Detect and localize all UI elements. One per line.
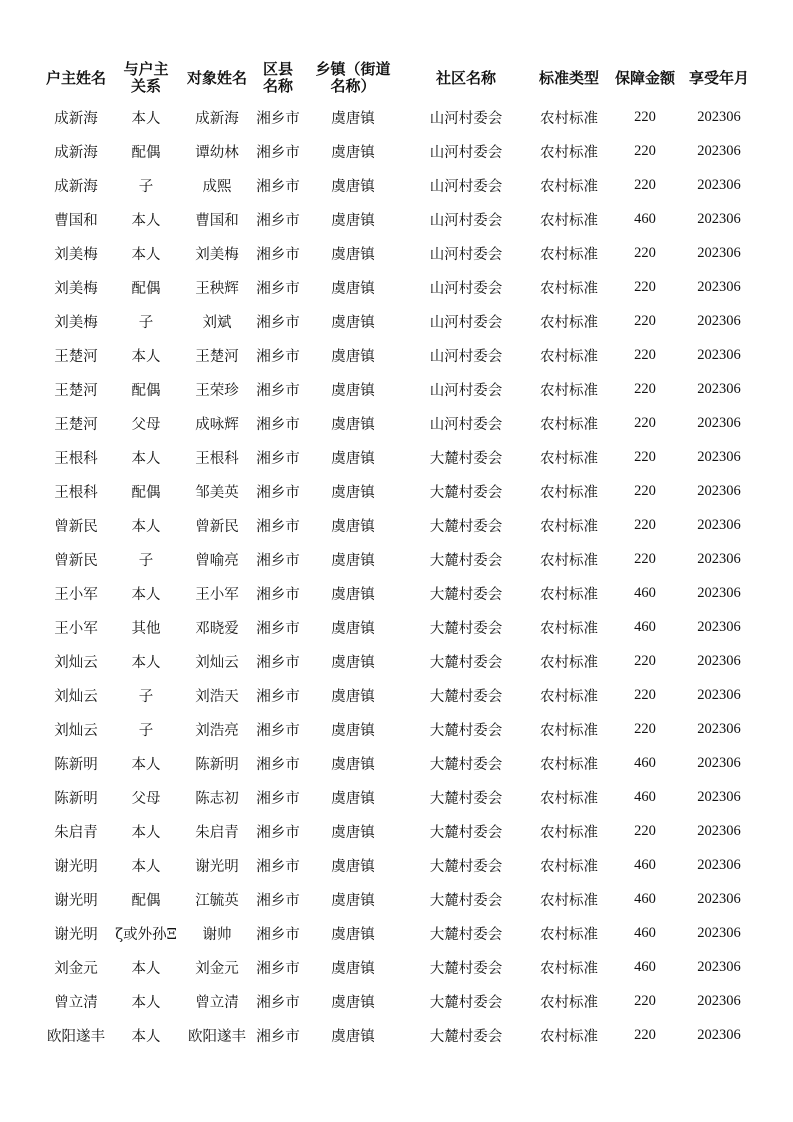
household-head-cell: 朱启青 xyxy=(54,824,98,841)
township-cell: 虞唐镇 xyxy=(331,1028,375,1045)
township-cell: 虞唐镇 xyxy=(331,450,375,467)
table-row xyxy=(38,916,760,950)
relation-cell: 配偶 xyxy=(131,382,161,399)
township-cell: 虞唐镇 xyxy=(331,722,375,739)
household-head-cell: 成新海 xyxy=(54,178,98,195)
period-cell: 202306 xyxy=(697,176,741,193)
beneficiary-name-cell: 刘浩亮 xyxy=(195,722,239,739)
community-cell: 大麓村委会 xyxy=(429,484,503,501)
county-cell: 湘乡市 xyxy=(256,824,300,841)
standard-type-cell: 农村标准 xyxy=(540,654,598,671)
amount-cell: 220 xyxy=(634,142,656,159)
table-row xyxy=(38,100,760,134)
relation-cell: ζ或外孙Ξ xyxy=(115,926,177,943)
county-cell: 湘乡市 xyxy=(256,722,300,739)
county-cell: 湘乡市 xyxy=(256,586,300,603)
standard-type-cell: 农村标准 xyxy=(540,1028,598,1045)
amount-cell: 220 xyxy=(634,278,656,295)
household-head-cell: 王根科 xyxy=(54,450,98,467)
community-cell: 山河村委会 xyxy=(429,382,503,399)
column-header-household-head: 户主姓名 xyxy=(45,68,106,87)
household-head-cell: 刘美梅 xyxy=(54,246,98,263)
relation-cell: 本人 xyxy=(131,518,161,535)
amount-cell: 460 xyxy=(634,890,656,907)
relation-cell: 本人 xyxy=(131,858,161,875)
community-cell: 山河村委会 xyxy=(429,314,503,331)
relation-cell: 本人 xyxy=(131,824,161,841)
table-row xyxy=(38,508,760,542)
household-head-cell: 刘灿云 xyxy=(54,722,98,739)
household-head-cell: 王小军 xyxy=(54,586,98,603)
household-head-cell: 成新海 xyxy=(54,110,98,127)
community-cell: 大麓村委会 xyxy=(429,450,503,467)
beneficiary-name-cell: 刘灿云 xyxy=(195,654,239,671)
beneficiary-name-cell: 曾立清 xyxy=(195,994,239,1011)
amount-cell: 460 xyxy=(634,754,656,771)
amount-cell: 220 xyxy=(634,108,656,125)
period-cell: 202306 xyxy=(697,890,741,907)
community-cell: 大麓村委会 xyxy=(429,824,503,841)
community-cell: 大麓村委会 xyxy=(429,722,503,739)
county-cell: 湘乡市 xyxy=(256,892,300,909)
county-cell: 湘乡市 xyxy=(256,382,300,399)
standard-type-cell: 农村标准 xyxy=(540,824,598,841)
relation-cell: 本人 xyxy=(131,246,161,263)
subsidy-roster-table xyxy=(38,56,760,1052)
table-row xyxy=(38,848,760,882)
period-cell: 202306 xyxy=(697,788,741,805)
amount-cell: 460 xyxy=(634,958,656,975)
beneficiary-name-cell: 谢帅 xyxy=(202,926,232,943)
community-cell: 大麓村委会 xyxy=(429,654,503,671)
county-cell: 湘乡市 xyxy=(256,688,300,705)
amount-cell: 220 xyxy=(634,176,656,193)
relation-cell: 子 xyxy=(138,688,154,705)
relation-cell: 配偶 xyxy=(131,484,161,501)
period-cell: 202306 xyxy=(697,142,741,159)
beneficiary-name-cell: 王荣珍 xyxy=(195,382,239,399)
table-row xyxy=(38,440,760,474)
community-cell: 山河村委会 xyxy=(429,110,503,127)
relation-cell: 本人 xyxy=(131,110,161,127)
relation-cell: 父母 xyxy=(131,790,161,807)
household-head-cell: 刘灿云 xyxy=(54,654,98,671)
county-cell: 湘乡市 xyxy=(256,858,300,875)
standard-type-cell: 农村标准 xyxy=(540,892,598,909)
beneficiary-name-cell: 王楚河 xyxy=(195,348,239,365)
amount-cell: 220 xyxy=(634,1026,656,1043)
standard-type-cell: 农村标准 xyxy=(540,926,598,943)
period-cell: 202306 xyxy=(697,312,741,329)
period-cell: 202306 xyxy=(697,686,741,703)
amount-cell: 220 xyxy=(634,822,656,839)
county-cell: 湘乡市 xyxy=(256,110,300,127)
community-cell: 大麓村委会 xyxy=(429,926,503,943)
amount-cell: 220 xyxy=(634,448,656,465)
community-cell: 大麓村委会 xyxy=(429,586,503,603)
township-cell: 虞唐镇 xyxy=(331,348,375,365)
township-cell: 虞唐镇 xyxy=(331,654,375,671)
amount-cell: 460 xyxy=(634,924,656,941)
community-cell: 山河村委会 xyxy=(429,348,503,365)
township-cell: 虞唐镇 xyxy=(331,144,375,161)
household-head-cell: 刘美梅 xyxy=(54,280,98,297)
table-row xyxy=(38,338,760,372)
beneficiary-name-cell: 谭幼林 xyxy=(195,144,239,161)
household-head-cell: 王楚河 xyxy=(54,416,98,433)
period-cell: 202306 xyxy=(697,584,741,601)
standard-type-cell: 农村标准 xyxy=(540,450,598,467)
period-cell: 202306 xyxy=(697,754,741,771)
household-head-cell: 谢光明 xyxy=(54,926,98,943)
household-head-cell: 曾新民 xyxy=(54,552,98,569)
period-cell: 202306 xyxy=(697,958,741,975)
period-cell: 202306 xyxy=(697,924,741,941)
period-cell: 202306 xyxy=(697,210,741,227)
standard-type-cell: 农村标准 xyxy=(540,178,598,195)
relation-cell: 本人 xyxy=(131,586,161,603)
table-body xyxy=(38,100,760,1052)
table-row xyxy=(38,474,760,508)
standard-type-cell: 农村标准 xyxy=(540,348,598,365)
standard-type-cell: 农村标准 xyxy=(540,280,598,297)
county-cell: 湘乡市 xyxy=(256,518,300,535)
table-row xyxy=(38,814,760,848)
amount-cell: 460 xyxy=(634,856,656,873)
community-cell: 大麓村委会 xyxy=(429,994,503,1011)
period-cell: 202306 xyxy=(697,346,741,363)
community-cell: 大麓村委会 xyxy=(429,858,503,875)
amount-cell: 220 xyxy=(634,346,656,363)
amount-cell: 220 xyxy=(634,244,656,261)
relation-cell: 本人 xyxy=(131,450,161,467)
column-header-county: 区县 名称 xyxy=(262,60,293,95)
township-cell: 虞唐镇 xyxy=(331,484,375,501)
period-cell: 202306 xyxy=(697,856,741,873)
relation-cell: 配偶 xyxy=(131,892,161,909)
standard-type-cell: 农村标准 xyxy=(540,586,598,603)
table-row xyxy=(38,610,760,644)
standard-type-cell: 农村标准 xyxy=(540,110,598,127)
column-header-standard-type: 标准类型 xyxy=(538,68,599,87)
column-header-beneficiary-name: 对象姓名 xyxy=(186,68,247,87)
table-row xyxy=(38,134,760,168)
standard-type-cell: 农村标准 xyxy=(540,756,598,773)
county-cell: 湘乡市 xyxy=(256,212,300,229)
standard-type-cell: 农村标准 xyxy=(540,960,598,977)
beneficiary-name-cell: 朱启青 xyxy=(195,824,239,841)
amount-cell: 220 xyxy=(634,516,656,533)
standard-type-cell: 农村标准 xyxy=(540,382,598,399)
household-head-cell: 谢光明 xyxy=(54,892,98,909)
household-head-cell: 曾新民 xyxy=(54,518,98,535)
household-head-cell: 王楚河 xyxy=(54,348,98,365)
table-row xyxy=(38,270,760,304)
community-cell: 大麓村委会 xyxy=(429,790,503,807)
table-row xyxy=(38,1018,760,1052)
amount-cell: 220 xyxy=(634,482,656,499)
township-cell: 虞唐镇 xyxy=(331,824,375,841)
relation-cell: 本人 xyxy=(131,348,161,365)
standard-type-cell: 农村标准 xyxy=(540,246,598,263)
county-cell: 湘乡市 xyxy=(256,348,300,365)
county-cell: 湘乡市 xyxy=(256,654,300,671)
township-cell: 虞唐镇 xyxy=(331,416,375,433)
county-cell: 湘乡市 xyxy=(256,314,300,331)
amount-cell: 220 xyxy=(634,380,656,397)
beneficiary-name-cell: 陈志初 xyxy=(195,790,239,807)
household-head-cell: 王根科 xyxy=(54,484,98,501)
relation-cell: 本人 xyxy=(131,1028,161,1045)
community-cell: 大麓村委会 xyxy=(429,756,503,773)
community-cell: 山河村委会 xyxy=(429,178,503,195)
column-header-amount: 保障金额 xyxy=(614,68,675,87)
county-cell: 湘乡市 xyxy=(256,756,300,773)
township-cell: 虞唐镇 xyxy=(331,926,375,943)
household-head-cell: 陈新明 xyxy=(54,790,98,807)
beneficiary-name-cell: 欧阳遂丰 xyxy=(188,1028,246,1045)
relation-cell: 本人 xyxy=(131,654,161,671)
county-cell: 湘乡市 xyxy=(256,1028,300,1045)
table-row xyxy=(38,406,760,440)
period-cell: 202306 xyxy=(697,822,741,839)
table-row xyxy=(38,984,760,1018)
community-cell: 大麓村委会 xyxy=(429,688,503,705)
county-cell: 湘乡市 xyxy=(256,144,300,161)
amount-cell: 220 xyxy=(634,414,656,431)
relation-cell: 其他 xyxy=(131,620,161,637)
standard-type-cell: 农村标准 xyxy=(540,620,598,637)
amount-cell: 220 xyxy=(634,992,656,1009)
period-cell: 202306 xyxy=(697,414,741,431)
column-header-relation: 与户主 关系 xyxy=(123,60,169,95)
table-row xyxy=(38,576,760,610)
table-row xyxy=(38,780,760,814)
household-head-cell: 王小军 xyxy=(54,620,98,637)
county-cell: 湘乡市 xyxy=(256,484,300,501)
township-cell: 虞唐镇 xyxy=(331,790,375,807)
period-cell: 202306 xyxy=(697,516,741,533)
amount-cell: 460 xyxy=(634,210,656,227)
period-cell: 202306 xyxy=(697,278,741,295)
community-cell: 大麓村委会 xyxy=(429,960,503,977)
standard-type-cell: 农村标准 xyxy=(540,722,598,739)
column-header-period: 享受年月 xyxy=(688,68,749,87)
household-head-cell: 曾立清 xyxy=(54,994,98,1011)
county-cell: 湘乡市 xyxy=(256,926,300,943)
beneficiary-name-cell: 王秧辉 xyxy=(195,280,239,297)
township-cell: 虞唐镇 xyxy=(331,586,375,603)
standard-type-cell: 农村标准 xyxy=(540,144,598,161)
relation-cell: 子 xyxy=(138,722,154,739)
relation-cell: 父母 xyxy=(131,416,161,433)
community-cell: 大麓村委会 xyxy=(429,620,503,637)
table-row xyxy=(38,202,760,236)
beneficiary-name-cell: 刘浩天 xyxy=(195,688,239,705)
relation-cell: 子 xyxy=(138,178,154,195)
township-cell: 虞唐镇 xyxy=(331,892,375,909)
standard-type-cell: 农村标准 xyxy=(540,212,598,229)
table-row xyxy=(38,372,760,406)
community-cell: 山河村委会 xyxy=(429,212,503,229)
period-cell: 202306 xyxy=(697,992,741,1009)
community-cell: 大麓村委会 xyxy=(429,518,503,535)
beneficiary-name-cell: 成新海 xyxy=(195,110,239,127)
county-cell: 湘乡市 xyxy=(256,620,300,637)
table-row xyxy=(38,168,760,202)
township-cell: 虞唐镇 xyxy=(331,110,375,127)
county-cell: 湘乡市 xyxy=(256,994,300,1011)
period-cell: 202306 xyxy=(697,1026,741,1043)
community-cell: 山河村委会 xyxy=(429,416,503,433)
header-row xyxy=(38,56,760,100)
standard-type-cell: 农村标准 xyxy=(540,858,598,875)
township-cell: 虞唐镇 xyxy=(331,280,375,297)
township-cell: 虞唐镇 xyxy=(331,960,375,977)
community-cell: 山河村委会 xyxy=(429,246,503,263)
beneficiary-name-cell: 曹国和 xyxy=(195,212,239,229)
relation-cell: 子 xyxy=(138,552,154,569)
county-cell: 湘乡市 xyxy=(256,450,300,467)
township-cell: 虞唐镇 xyxy=(331,212,375,229)
standard-type-cell: 农村标准 xyxy=(540,994,598,1011)
standard-type-cell: 农村标准 xyxy=(540,790,598,807)
table-row xyxy=(38,644,760,678)
township-cell: 虞唐镇 xyxy=(331,246,375,263)
standard-type-cell: 农村标准 xyxy=(540,314,598,331)
table-row xyxy=(38,746,760,780)
column-header-township: 乡镇（街道 名称） xyxy=(315,60,391,95)
household-head-cell: 成新海 xyxy=(54,144,98,161)
household-head-cell: 陈新明 xyxy=(54,756,98,773)
township-cell: 虞唐镇 xyxy=(331,994,375,1011)
community-cell: 山河村委会 xyxy=(429,144,503,161)
amount-cell: 220 xyxy=(634,312,656,329)
standard-type-cell: 农村标准 xyxy=(540,518,598,535)
period-cell: 202306 xyxy=(697,720,741,737)
period-cell: 202306 xyxy=(697,482,741,499)
relation-cell: 本人 xyxy=(131,960,161,977)
county-cell: 湘乡市 xyxy=(256,178,300,195)
beneficiary-name-cell: 曾新民 xyxy=(195,518,239,535)
household-head-cell: 刘灿云 xyxy=(54,688,98,705)
standard-type-cell: 农村标准 xyxy=(540,416,598,433)
household-head-cell: 欧阳遂丰 xyxy=(47,1028,105,1045)
relation-cell: 本人 xyxy=(131,756,161,773)
amount-cell: 460 xyxy=(634,584,656,601)
county-cell: 湘乡市 xyxy=(256,280,300,297)
table-row xyxy=(38,542,760,576)
county-cell: 湘乡市 xyxy=(256,790,300,807)
period-cell: 202306 xyxy=(697,618,741,635)
township-cell: 虞唐镇 xyxy=(331,858,375,875)
community-cell: 大麓村委会 xyxy=(429,552,503,569)
county-cell: 湘乡市 xyxy=(256,552,300,569)
table-row xyxy=(38,236,760,270)
household-head-cell: 曹国和 xyxy=(54,212,98,229)
relation-cell: 配偶 xyxy=(131,280,161,297)
township-cell: 虞唐镇 xyxy=(331,688,375,705)
table-row xyxy=(38,712,760,746)
beneficiary-name-cell: 刘金元 xyxy=(195,960,239,977)
household-head-cell: 谢光明 xyxy=(54,858,98,875)
period-cell: 202306 xyxy=(697,108,741,125)
beneficiary-name-cell: 邹美英 xyxy=(195,484,239,501)
standard-type-cell: 农村标准 xyxy=(540,688,598,705)
period-cell: 202306 xyxy=(697,244,741,261)
relation-cell: 本人 xyxy=(131,212,161,229)
table-row xyxy=(38,950,760,984)
beneficiary-name-cell: 刘美梅 xyxy=(195,246,239,263)
standard-type-cell: 农村标准 xyxy=(540,484,598,501)
period-cell: 202306 xyxy=(697,550,741,567)
township-cell: 虞唐镇 xyxy=(331,178,375,195)
amount-cell: 220 xyxy=(634,652,656,669)
column-header-community: 社区名称 xyxy=(435,68,496,87)
table-row xyxy=(38,304,760,338)
community-cell: 大麓村委会 xyxy=(429,1028,503,1045)
beneficiary-name-cell: 陈新明 xyxy=(195,756,239,773)
beneficiary-name-cell: 王根科 xyxy=(195,450,239,467)
household-head-cell: 刘金元 xyxy=(54,960,98,977)
beneficiary-name-cell: 刘斌 xyxy=(202,314,232,331)
period-cell: 202306 xyxy=(697,652,741,669)
township-cell: 虞唐镇 xyxy=(331,620,375,637)
community-cell: 大麓村委会 xyxy=(429,892,503,909)
beneficiary-name-cell: 邓晓爱 xyxy=(195,620,239,637)
household-head-cell: 王楚河 xyxy=(54,382,98,399)
county-cell: 湘乡市 xyxy=(256,246,300,263)
township-cell: 虞唐镇 xyxy=(331,518,375,535)
relation-cell: 子 xyxy=(138,314,154,331)
table-row xyxy=(38,678,760,712)
amount-cell: 220 xyxy=(634,686,656,703)
period-cell: 202306 xyxy=(697,380,741,397)
beneficiary-name-cell: 成咏辉 xyxy=(195,416,239,433)
household-head-cell: 刘美梅 xyxy=(54,314,98,331)
amount-cell: 220 xyxy=(634,720,656,737)
table-row xyxy=(38,882,760,916)
amount-cell: 220 xyxy=(634,550,656,567)
community-cell: 山河村委会 xyxy=(429,280,503,297)
beneficiary-name-cell: 曾喻亮 xyxy=(195,552,239,569)
township-cell: 虞唐镇 xyxy=(331,382,375,399)
county-cell: 湘乡市 xyxy=(256,960,300,977)
beneficiary-name-cell: 江毓英 xyxy=(195,892,239,909)
standard-type-cell: 农村标准 xyxy=(540,552,598,569)
beneficiary-name-cell: 谢光明 xyxy=(195,858,239,875)
township-cell: 虞唐镇 xyxy=(331,756,375,773)
township-cell: 虞唐镇 xyxy=(331,552,375,569)
relation-cell: 本人 xyxy=(131,994,161,1011)
period-cell: 202306 xyxy=(697,448,741,465)
amount-cell: 460 xyxy=(634,788,656,805)
county-cell: 湘乡市 xyxy=(256,416,300,433)
amount-cell: 460 xyxy=(634,618,656,635)
beneficiary-name-cell: 王小军 xyxy=(195,586,239,603)
relation-cell: 配偶 xyxy=(131,144,161,161)
beneficiary-name-cell: 成熙 xyxy=(202,178,232,195)
township-cell: 虞唐镇 xyxy=(331,314,375,331)
